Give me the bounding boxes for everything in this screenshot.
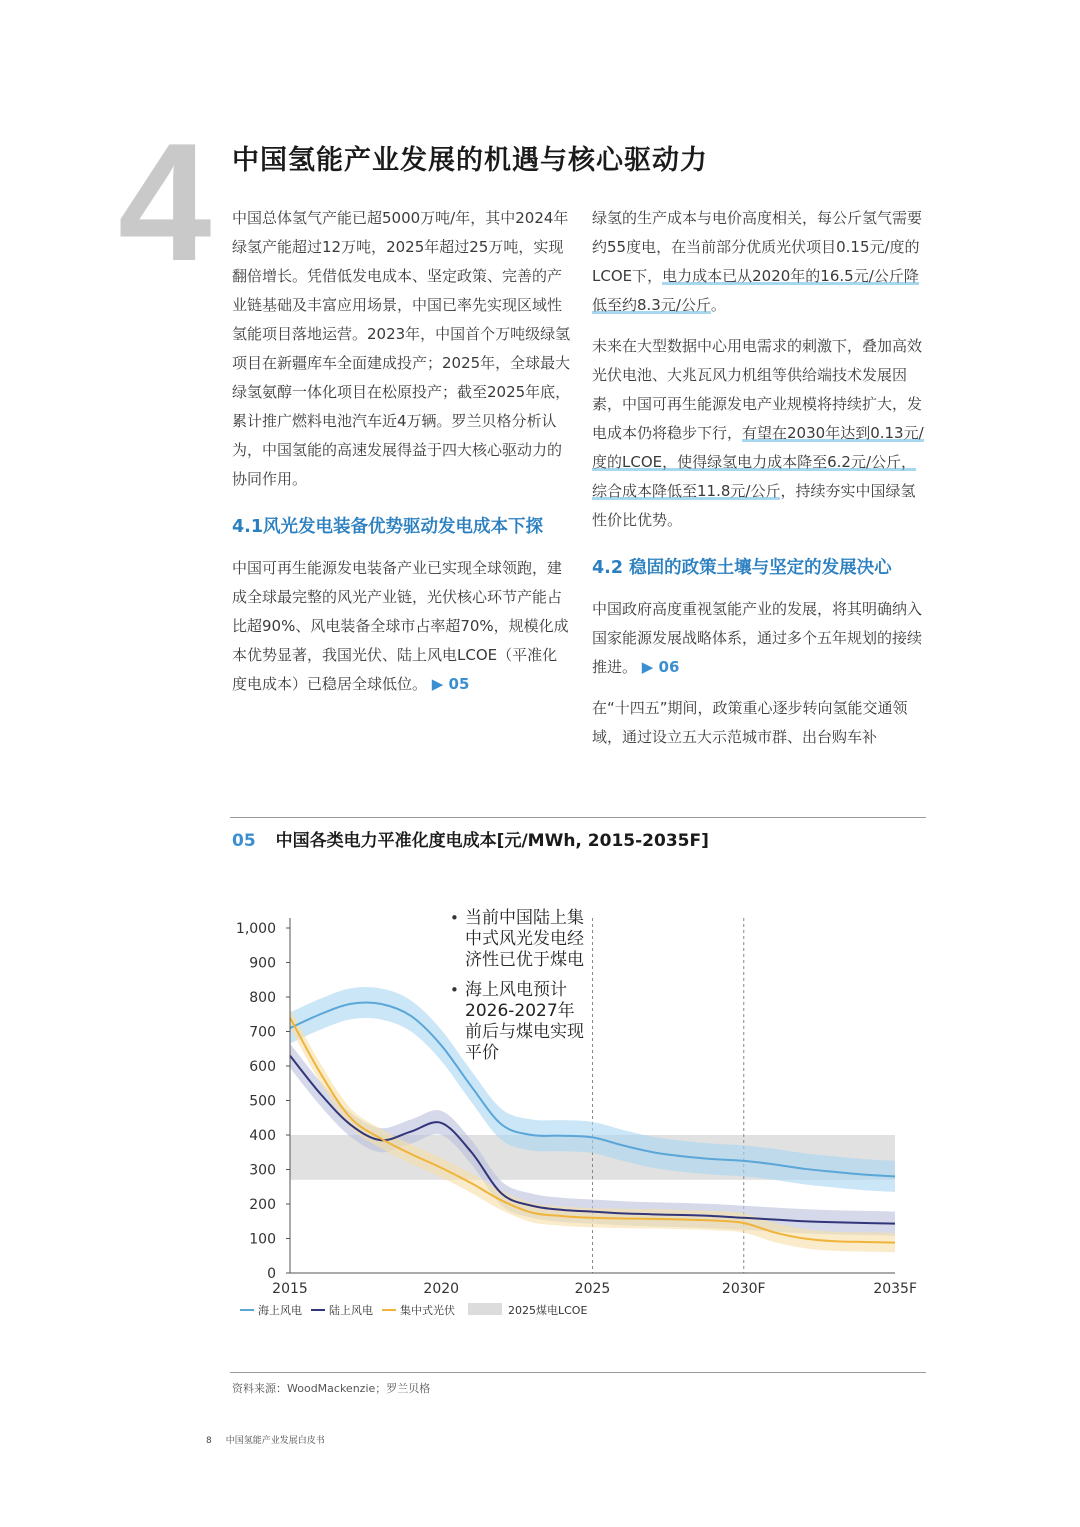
y-tick-label: 300 xyxy=(249,1162,276,1179)
legend-label-3: 集中式光伏 xyxy=(400,1304,455,1317)
y-tick-label: 800 xyxy=(249,990,276,1006)
x-tick-label: 2015 xyxy=(272,1281,308,1297)
outlook-text-end: ，持续夯实中国绿氢性价比优势。 xyxy=(592,482,916,529)
annotation-line: 中式风光发电经 xyxy=(465,929,584,949)
figure-title xyxy=(232,826,709,851)
x-tick-label: 2020 xyxy=(423,1281,460,1297)
annotation-bullet: • xyxy=(450,981,459,999)
outlook-highlight: 有望在2030年达到0.13元/度的LCOE，使得绿氢电力成本降至6.2元/公斤，综合成本降低至11.8元/公斤 xyxy=(592,424,924,500)
cost-highlight: 电力成本已从2020年的16.5元/公斤降低至约8.3元/公斤 xyxy=(592,267,919,314)
left-column xyxy=(232,204,572,711)
legend-label-1: 海上风电 xyxy=(258,1304,302,1317)
x-tick-label: 2030F xyxy=(721,1281,766,1297)
chart-annotation-2 xyxy=(450,980,584,1063)
subsection-4-2-title: 4.2 稳固的政策土壤与坚定的发展决心 xyxy=(592,558,892,578)
figure-top-rule xyxy=(230,817,926,818)
subsection-4-2-text: 中国政府高度重视氢能产业的发展，将其明确纳入国家能源发展战略体系，通过多个五年规划的接续推进。 xyxy=(592,600,923,676)
legend-swatch-coal xyxy=(468,1303,502,1315)
subsection-4-2-body-2: 在“十四五”期间，政策重心逐步转向氢能交通领域，通过设立五大示范城市群、出台购车补 xyxy=(592,699,908,746)
annotation-line: 平价 xyxy=(465,1043,499,1063)
cost-text-end: 。 xyxy=(710,296,726,314)
y-tick-label: 900 xyxy=(249,955,276,972)
y-tick-label: 400 xyxy=(249,1128,276,1144)
section-title: 中国氢能产业发展的机遇与核心驱动力 xyxy=(232,145,708,176)
figure-ref-06[interactable]: ▶ 06 xyxy=(641,658,680,676)
right-column xyxy=(592,204,930,764)
intro-paragraph: 中国总体氢气产能已超5000万吨/年，其中2024年绿氢产能超过12万吨，2025年超过25万吨，实现翻倍增长。凭借低发电成本、坚定政策、完善的产业链基础及丰富应用场景，中国已率先实现区域性氢能项目落地运营。2023年，中国首个万吨级绿氢项目在新疆库车全面建成投产；2025年，全球最大绿氢氨醇一体化项目在松原投产；截至2025年底，累计推广燃料电池汽车近4万辆。罗兰贝格分析认为，中国氢能的高速发展得益于四大核心驱动力的协同作用。 xyxy=(232,209,571,488)
subsection-4-1-body xyxy=(232,554,572,699)
y-tick-label: 700 xyxy=(249,1024,276,1041)
cost-text: 绿氢的生产成本与电价高度相关，每公斤氢气需要约55度电，在当前部分优质光伏项目0.15元/度的LCOE下， xyxy=(592,209,923,285)
lcoe-line-chart xyxy=(220,890,940,1330)
x-tick-label: 2025 xyxy=(574,1281,611,1297)
annotation-line: 前后与煤电实现 xyxy=(465,1022,584,1042)
y-tick-label: 1,000 xyxy=(235,921,276,937)
page-footer xyxy=(206,1433,325,1446)
subsection-4-1-text: 中国可再生能源发电装备产业已实现全球领跑，建成全球最完整的风光产业链，光伏核心环节产能占比超90%、风电装备全球市占率超70%，规模化成本优势显著，我国光伏、陆上风电LCOE（平准化度电成本）已稳居全球低位。 xyxy=(232,559,569,693)
outlook-text: 未来在大型数据中心用电需求的刺激下，叠加高效光伏电池、大兆瓦风力机组等供给端技术发展因素，中国可再生能源发电产业规模将持续扩大，发电成本仍将稳步下行， xyxy=(592,337,923,442)
page-number: 8 xyxy=(206,1436,212,1446)
outlook-paragraph xyxy=(592,332,930,535)
source-note: 资料来源：WoodMackenzie；罗兰贝格 xyxy=(232,1382,431,1395)
legend-label-coal: 2025煤电LCOE xyxy=(508,1304,588,1317)
legend-label-2: 陆上风电 xyxy=(329,1304,373,1317)
annotation-line: 2026-2027年 xyxy=(465,1001,575,1021)
source-rule xyxy=(230,1372,926,1373)
y-tick-label: 200 xyxy=(249,1197,276,1213)
footer-title: 中国氢能产业发展白皮书 xyxy=(225,1436,325,1446)
figure-ref-05[interactable]: ▶ 05 xyxy=(431,675,470,693)
subsection-4-2-body xyxy=(592,595,930,682)
y-tick-label: 100 xyxy=(249,1231,276,1248)
annotation-line: 海上风电预计 xyxy=(465,980,567,1000)
section-number: 4 xyxy=(118,108,212,296)
annotation-bullet: • xyxy=(450,909,459,927)
chart-annotation-1 xyxy=(450,907,584,970)
annotation-line: 济性已优于煤电 xyxy=(465,950,584,970)
annotation-line: 当前中国陆上集 xyxy=(465,908,584,928)
y-tick-label: 0 xyxy=(267,1266,276,1282)
y-tick-label: 600 xyxy=(249,1059,276,1075)
subsection-4-1-title: 4.1风光发电装备优势驱动发电成本下探 xyxy=(232,517,543,537)
cost-paragraph xyxy=(592,204,930,320)
y-tick-label: 500 xyxy=(249,1093,276,1110)
x-tick-label: 2035F xyxy=(873,1281,917,1297)
figure-caption: 中国各类电力平准化度电成本[元/MWh, 2015-2035F] xyxy=(275,831,709,851)
figure-number: 05 xyxy=(232,831,256,851)
